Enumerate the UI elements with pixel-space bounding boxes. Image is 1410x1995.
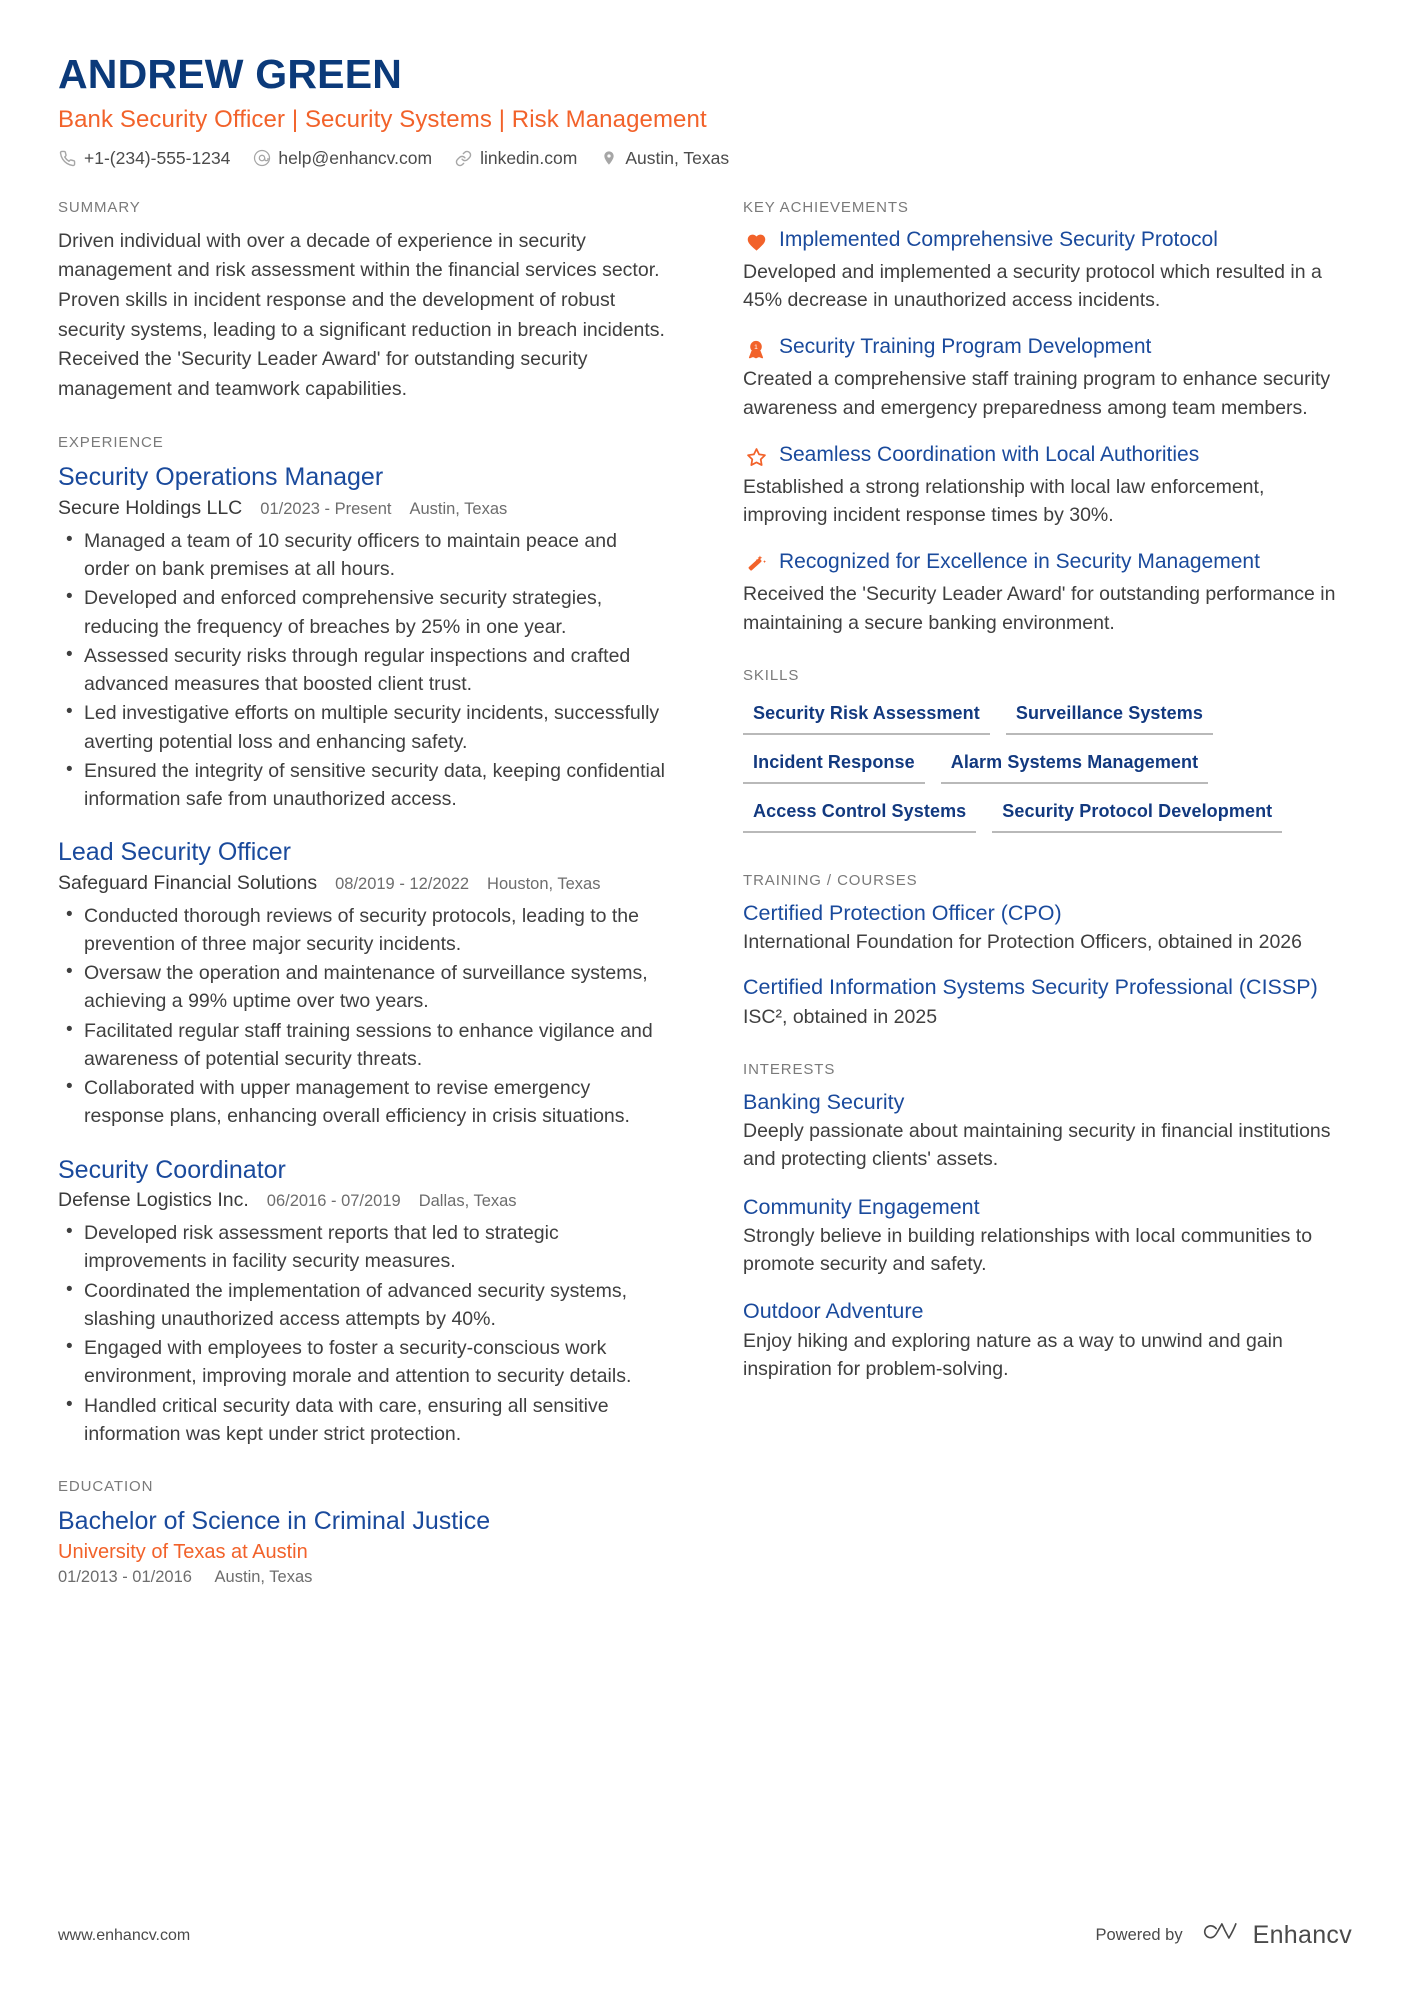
achievement-description: Established a strong relationship with local law enforcement, improving incident response times by 30%.	[743, 475, 1265, 527]
job-dates: 01/2023 - Present	[260, 499, 392, 518]
job-bullet: • Developed and enforced comprehensive security strategies, reducing the frequency of breaches by 25% in one year.	[58, 584, 665, 641]
section-interests	[743, 1061, 1352, 1383]
job-bullet: • Collaborated with upper management to revise emergency response plans, enhancing overall efficiency in crisis situations.	[58, 1074, 665, 1131]
summary-section-label: SUMMARY	[58, 198, 141, 216]
powered-by-label: Powered by	[1095, 1926, 1183, 1944]
job-bullet: • Led investigative efforts on multiple security incidents, successfully averting potential loss and enhancing safety.	[58, 699, 665, 756]
achievement-head	[743, 334, 1352, 362]
enhancv-brand-name: Enhancv	[1252, 1921, 1352, 1949]
experience-entry	[58, 462, 665, 813]
summary-text: Driven individual with over a decade of experience in security management and risk assessment within the financial services sector. Proven skills in incident response and the development of robust security systems, leading to a significant reduction in breach incidents. Received the 'Security Leader Award' for outstanding security management and teamwork capabilities.	[58, 229, 665, 400]
job-location: Austin, Texas	[409, 499, 508, 518]
job-company: Safeguard Financial Solutions	[58, 871, 318, 894]
enhancv-brand	[1197, 1920, 1352, 1951]
school-name: University of Texas at Austin	[58, 1541, 308, 1564]
training-item	[743, 974, 1352, 1030]
location-pin-icon	[599, 149, 618, 168]
job-location: Houston, Texas	[487, 874, 601, 893]
interest-title: Outdoor Adventure	[743, 1299, 924, 1324]
interests-section-label: INTERESTS	[743, 1060, 836, 1078]
contact-email[interactable]	[252, 148, 432, 169]
achievement-head	[743, 227, 1352, 255]
job-meta	[58, 872, 665, 895]
job-dates: 06/2016 - 07/2019	[266, 1191, 401, 1210]
job-bullet: • Handled critical security data with care, ensuring all sensitive information was kept under strict protection.	[58, 1392, 665, 1449]
job-meta	[58, 1189, 665, 1212]
job-bullet: • Coordinated the implementation of advanced security systems, slashing unauthorized access attempts by 40%.	[58, 1277, 665, 1334]
contact-location-text: Austin, Texas	[625, 147, 730, 168]
job-bullet: • Ensured the integrity of sensitive security data, keeping confidential information safe from unauthorized access.	[58, 757, 665, 814]
education-location: Austin, Texas	[214, 1568, 313, 1587]
job-bullet: • Managed a team of 10 security officers to maintain peace and order on bank premises at all hours.	[58, 527, 665, 584]
training-title: Certified Protection Officer (CPO)	[743, 900, 1062, 925]
skills-section-label: SKILLS	[743, 666, 800, 684]
achievement-head	[743, 442, 1352, 470]
achievement-title: Recognized for Excellence in Security Management	[779, 550, 1260, 574]
left-column	[58, 199, 705, 1588]
skill-tag: Security Protocol Development	[992, 793, 1282, 833]
job-company: Secure Holdings LLC	[58, 496, 243, 519]
section-skills	[743, 667, 1352, 842]
job-bullet: • Developed risk assessment reports that led to strategic improvements in facility security measures.	[58, 1219, 665, 1276]
achievement-description: Developed and implemented a security protocol which resulted in a 45% decrease in unauthorized access incidents.	[743, 260, 1322, 311]
footer-branding	[1095, 1920, 1352, 1951]
skills-list	[743, 695, 1352, 842]
training-description: ISC², obtained in 2025	[743, 1005, 938, 1028]
magic-wand-icon	[743, 549, 769, 577]
job-title: Security Operations Manager	[58, 463, 384, 492]
page-title: ANDREW GREEN	[58, 51, 403, 97]
section-experience	[58, 434, 665, 1448]
interest-item	[743, 1194, 1352, 1279]
link-icon	[454, 149, 473, 168]
achievements-section-label: KEY ACHIEVEMENTS	[743, 198, 909, 216]
heart-icon	[743, 227, 769, 255]
experience-entry	[58, 837, 665, 1130]
achievement-title: Security Training Program Development	[779, 335, 1152, 359]
training-title: Certified Information Systems Security Professional (CISSP)	[743, 975, 1318, 1000]
resume-header	[58, 52, 1352, 169]
enhancv-logo-icon	[1197, 1920, 1243, 1951]
interest-title: Community Engagement	[743, 1194, 980, 1219]
achievement-item	[743, 549, 1352, 637]
job-bullet: • Conducted thorough reviews of security protocols, leading to the prevention of three major security incidents.	[58, 902, 665, 959]
resume-footer	[58, 1920, 1352, 1951]
job-bullets	[58, 902, 665, 1131]
education-entry	[58, 1506, 665, 1587]
resume-body	[58, 199, 1352, 1588]
job-bullet: • Facilitated regular staff training sessions to enhance vigilance and awareness of potential security threats.	[58, 1017, 665, 1074]
svg-text:1: 1	[754, 343, 758, 351]
interest-description: Strongly believe in building relationships with local communities to promote security and safety.	[743, 1224, 1313, 1276]
achievement-item	[743, 227, 1352, 315]
professional-headline: Bank Security Officer | Security Systems | Risk Management	[58, 105, 707, 133]
interest-title: Banking Security	[743, 1089, 905, 1114]
interest-description: Enjoy hiking and exploring nature as a way to unwind and gain inspiration for problem-solving.	[743, 1329, 1283, 1380]
achievement-item	[743, 442, 1352, 530]
section-key-achievements	[743, 199, 1352, 637]
job-bullet: • Engaged with employees to foster a security-conscious work environment, improving morale and attention to security details.	[58, 1334, 665, 1391]
phone-icon	[58, 149, 77, 168]
skill-tag: Alarm Systems Management	[941, 744, 1209, 784]
job-bullet: • Oversaw the operation and maintenance of surveillance systems, achieving a 99% uptime over two years.	[58, 959, 665, 1016]
skill-tag: Surveillance Systems	[1006, 695, 1213, 735]
achievement-title: Implemented Comprehensive Security Protocol	[779, 227, 1218, 251]
achievement-description: Created a comprehensive staff training program to enhance security awareness and emergency preparedness among team members.	[743, 368, 1331, 419]
section-training	[743, 872, 1352, 1031]
achievement-item	[743, 334, 1352, 422]
achievement-title: Seamless Coordination with Local Authorities	[779, 442, 1200, 466]
job-company: Defense Logistics Inc.	[58, 1188, 249, 1211]
education-dates: 01/2013 - 01/2016	[58, 1568, 192, 1587]
section-summary	[58, 199, 665, 405]
job-dates: 08/2019 - 12/2022	[335, 874, 470, 893]
training-item	[743, 900, 1352, 956]
right-column	[705, 199, 1352, 1383]
interest-description: Deeply passionate about maintaining security in financial institutions and protecting clients' assets.	[743, 1120, 1331, 1171]
experience-section-label: EXPERIENCE	[58, 434, 164, 452]
job-title: Security Coordinator	[58, 1155, 286, 1184]
training-description: International Foundation for Protection Officers, obtained in 2026	[743, 931, 1302, 954]
job-bullets	[58, 1219, 665, 1448]
job-meta	[58, 497, 665, 520]
footer-url[interactable]: www.enhancv.com	[58, 1926, 191, 1944]
contact-location	[599, 148, 729, 169]
skill-tag: Access Control Systems	[743, 793, 976, 833]
interest-item	[743, 1298, 1352, 1383]
contact-email-text: help@enhancv.com	[278, 147, 433, 168]
job-location: Dallas, Texas	[418, 1191, 517, 1210]
email-icon	[252, 149, 271, 168]
achievement-head	[743, 549, 1352, 577]
contact-link-text: linkedin.com	[480, 147, 578, 168]
contact-link[interactable]	[454, 148, 577, 169]
award-ribbon-icon	[743, 334, 769, 362]
experience-entry	[58, 1155, 665, 1448]
skill-tag: Incident Response	[743, 744, 925, 784]
star-outline-icon	[743, 442, 769, 470]
achievement-description: Received the 'Security Leader Award' for outstanding performance in maintaining a secure banking environment.	[743, 583, 1336, 634]
section-education	[58, 1478, 665, 1587]
contact-phone-text: +1-(234)-555-1234	[84, 147, 231, 168]
education-section-label: EDUCATION	[58, 1478, 154, 1496]
education-meta	[58, 1568, 665, 1587]
job-bullet: • Assessed security risks through regular inspections and crafted advanced measures that boosted client trust.	[58, 642, 665, 699]
contact-row	[58, 148, 1352, 169]
job-title: Lead Security Officer	[58, 838, 291, 867]
contact-phone[interactable]	[58, 148, 230, 169]
skill-tag: Security Risk Assessment	[743, 695, 990, 735]
interest-item	[743, 1089, 1352, 1174]
degree-title: Bachelor of Science in Criminal Justice	[58, 1507, 491, 1536]
job-bullets	[58, 527, 665, 814]
training-section-label: TRAINING / COURSES	[743, 871, 918, 889]
